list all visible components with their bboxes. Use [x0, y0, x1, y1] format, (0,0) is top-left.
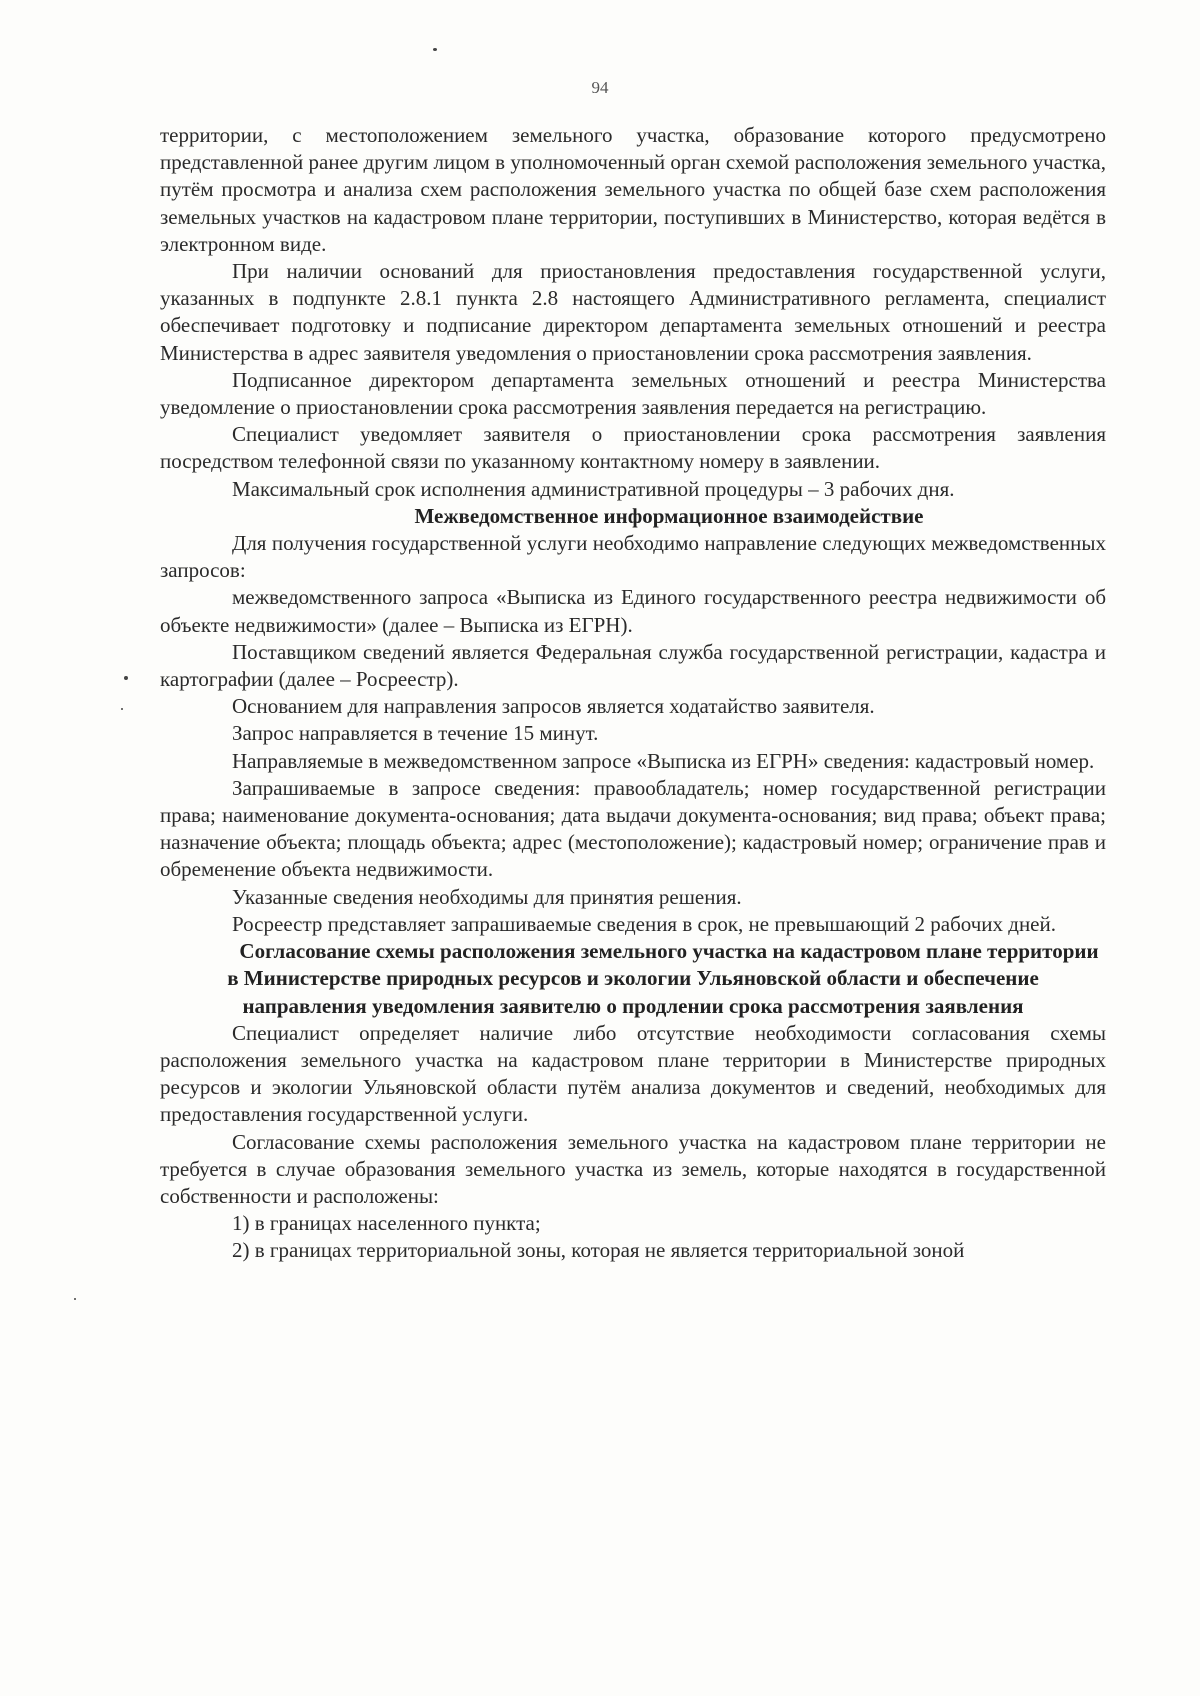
paragraph: Росреестр представляет запрашиваемые сведения в срок, не превышающий 2 рабочих дней. — [232, 911, 1056, 936]
scan-speck — [74, 1298, 76, 1300]
paragraph: территории, с местоположением земельного участка, образование которого предусмотрено представленной ранее другим лицом в уполномоченный орган схемой расположения земельного участка, путём просмотра и анализа схем расположения земельного участка по общей базе схем расположения земельных участков на кадастровом плане территории, поступивших в Министерство, которая ведётся в электронном виде. — [160, 123, 1106, 256]
paragraph: Основанием для направления запросов является ходатайство заявителя. — [232, 694, 875, 719]
paragraph: Подписанное директором департамента земельных отношений и реестра Министерства уведомление о приостановлении срока рассмотрения заявления передается на регистрацию. — [160, 367, 1106, 420]
document-body — [160, 122, 1106, 1265]
list-item: 2) в границах территориальной зоны, которая не является территориальной зоной — [232, 1238, 965, 1263]
list-item: 1) в границах населенного пункта; — [232, 1211, 541, 1236]
paragraph: Специалист уведомляет заявителя о приостановлении срока рассмотрения заявления посредством телефонной связи по указанному контактному номеру в заявлении. — [160, 422, 1106, 474]
paragraph: Для получения государственной услуги необходимо направление следующих межведомственных запросов: — [160, 531, 1106, 583]
paragraph: Запрос направляется в течение 15 минут. — [232, 721, 599, 746]
scan-speck — [121, 708, 123, 710]
paragraph: При наличии оснований для приостановления предоставления государственной услуги, указанных в подпункте 2.8.1 пункта 2.8 настоящего Административного регламента, специалист обеспечивает подготовку и подписание директором департамента земельных отношений и реестра Министерства в адрес заявителя уведомления о приостановлении срока рассмотрения заявления. — [160, 259, 1106, 365]
paragraph: Направляемые в межведомственном запросе «Выписка из ЕГРН» сведения: кадастровый номер. — [232, 748, 1095, 773]
paragraph: Специалист определяет наличие либо отсутствие необходимости согласования схемы расположения земельного участка на кадастровом плане территории в Министерстве природных ресурсов и экологии Ульяновской области путём анализа документов и сведений, необходимых для предоставления государственной услуги. — [160, 1020, 1106, 1127]
page-number: 94 — [591, 78, 609, 97]
scan-speck — [433, 48, 437, 51]
section-heading: Согласование схемы расположения земельного участка на кадастровом плане территории в Министерстве природных ресурсов и экологии Ульяновской области и обеспечение направления уведомления заявителю о продлении срока рассмотрения заявления — [227, 939, 1099, 1018]
paragraph: межведомственного запроса «Выписка из Единого государственного реестра недвижимости об объекте недвижимости» (далее – Выписка из ЕГРН). — [160, 585, 1106, 637]
paragraph: Максимальный срок исполнения административной процедуры – 3 рабочих дня. — [232, 476, 955, 501]
paragraph: Указанные сведения необходимы для принятия решения. — [232, 884, 742, 909]
paragraph: Поставщиком сведений является Федеральная служба государственной регистрации, кадастра и картографии (далее – Росреестр). — [160, 639, 1106, 692]
paragraph: Запрашиваемые в запросе сведения: правообладатель; номер государственной регистрации права; наименование документа-основания; дата выдачи документа-основания; вид права; объект права; назначение объекта; площадь объекта; адрес (местоположение); кадастровый номер; ограничение прав и обременение объекта недвижимости. — [160, 775, 1106, 882]
section-heading: Межведомственное информационное взаимодействие — [414, 503, 924, 528]
paragraph: Согласование схемы расположения земельного участка на кадастровом плане территории не требуется в случае образования земельного участка из земель, которые находятся в государственной собственности и расположены: — [160, 1129, 1106, 1208]
scan-speck — [124, 676, 128, 680]
